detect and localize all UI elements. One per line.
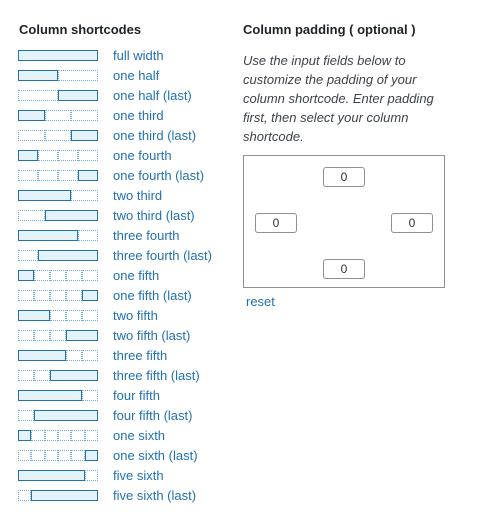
column-segment-empty (58, 450, 71, 461)
shortcode-item[interactable] (18, 385, 212, 405)
shortcode-link[interactable]: one third (113, 107, 164, 123)
column-layout-icon (18, 350, 98, 361)
column-segment-empty (85, 430, 98, 441)
column-layout-icon (18, 70, 98, 81)
shortcode-link[interactable]: full width (113, 47, 164, 63)
column-layout-icon (18, 390, 98, 401)
column-segment-empty (31, 430, 45, 441)
column-segment-filled (78, 170, 98, 181)
padding-bottom-input[interactable] (323, 259, 365, 279)
column-segment-filled (50, 370, 98, 381)
column-segment-empty (34, 330, 50, 341)
column-segment-empty (71, 110, 98, 121)
column-layout-icon (18, 270, 98, 281)
column-segment-filled (38, 250, 98, 261)
column-segment-filled (18, 390, 82, 401)
column-layout-icon (18, 230, 98, 241)
column-layout-icon (18, 370, 98, 381)
column-shortcodes-heading: Column shortcodes (19, 22, 142, 37)
shortcode-link[interactable]: two fifth (last) (113, 327, 191, 343)
column-layout-icon (18, 450, 98, 461)
column-segment-empty (66, 350, 82, 361)
column-shortcode-list (18, 45, 212, 505)
column-layout-icon (18, 50, 98, 61)
column-layout-icon (18, 470, 98, 481)
column-layout-icon (18, 290, 98, 301)
shortcode-item[interactable] (18, 365, 212, 385)
shortcode-link[interactable]: one fifth (last) (113, 287, 192, 303)
column-segment-empty (66, 290, 82, 301)
shortcode-item[interactable] (18, 185, 212, 205)
column-segment-filled (18, 70, 58, 81)
shortcode-link[interactable]: one half (last) (113, 87, 192, 103)
column-segment-empty (18, 290, 34, 301)
shortcode-link[interactable]: four fifth (113, 387, 160, 403)
shortcode-link[interactable]: four fifth (last) (113, 407, 193, 423)
shortcode-link[interactable]: two third (last) (113, 207, 195, 223)
column-segment-filled (82, 290, 98, 301)
column-segment-filled (18, 350, 66, 361)
column-segment-empty (71, 430, 85, 441)
shortcode-item[interactable] (18, 485, 212, 505)
column-segment-empty (58, 430, 71, 441)
column-segment-empty (71, 450, 85, 461)
shortcode-item[interactable] (18, 125, 212, 145)
column-layout-icon (18, 430, 98, 441)
column-layout-icon (18, 150, 98, 161)
column-segment-empty (34, 290, 50, 301)
column-layout-icon (18, 310, 98, 321)
column-segment-filled (45, 210, 98, 221)
reset-padding-link[interactable]: reset (246, 294, 275, 309)
column-segment-empty (45, 450, 58, 461)
column-segment-filled (18, 190, 71, 201)
padding-right-input[interactable] (391, 213, 433, 233)
column-segment-empty (66, 270, 82, 281)
column-segment-empty (18, 450, 31, 461)
shortcode-link[interactable]: one fourth (113, 147, 172, 163)
column-segment-empty (78, 150, 98, 161)
column-segment-filled (18, 430, 31, 441)
shortcode-link[interactable]: five sixth (last) (113, 487, 197, 503)
shortcode-item[interactable] (18, 265, 212, 285)
padding-box (243, 155, 445, 288)
column-segment-filled (18, 150, 38, 161)
shortcode-item[interactable] (18, 65, 212, 85)
column-layout-icon (18, 210, 98, 221)
column-layout-icon (18, 410, 98, 421)
column-segment-empty (34, 370, 50, 381)
shortcode-link[interactable]: one sixth (last) (113, 447, 198, 463)
column-layout-icon (18, 130, 98, 141)
column-layout-icon (18, 90, 98, 101)
column-segment-filled (18, 470, 85, 481)
column-segment-empty (31, 450, 45, 461)
column-segment-empty (45, 130, 71, 141)
column-segment-filled (34, 410, 98, 421)
column-segment-filled (18, 310, 50, 321)
column-segment-empty (45, 430, 58, 441)
column-segment-empty (85, 470, 98, 481)
shortcode-item[interactable] (18, 165, 212, 185)
shortcode-item[interactable] (18, 45, 212, 65)
column-segment-empty (82, 390, 98, 401)
column-segment-filled (18, 110, 45, 121)
column-segment-empty (58, 170, 78, 181)
column-segment-filled (85, 450, 98, 461)
column-segment-empty (50, 310, 66, 321)
shortcode-item[interactable] (18, 405, 212, 425)
column-segment-empty (45, 110, 71, 121)
shortcode-item[interactable] (18, 205, 212, 225)
column-segment-filled (18, 50, 98, 61)
column-segment-filled (31, 490, 98, 501)
column-segment-empty (71, 190, 98, 201)
column-segment-empty (18, 90, 58, 101)
shortcode-link[interactable]: three fourth (113, 227, 180, 243)
shortcode-item[interactable] (18, 345, 212, 365)
shortcode-item[interactable] (18, 145, 212, 165)
shortcode-item[interactable] (18, 105, 212, 125)
column-segment-empty (18, 210, 45, 221)
shortcode-link[interactable]: three fifth (last) (113, 367, 200, 383)
column-segment-filled (66, 330, 98, 341)
shortcode-item[interactable] (18, 305, 212, 325)
column-segment-empty (50, 270, 66, 281)
column-segment-empty (18, 410, 34, 421)
column-segment-empty (50, 330, 66, 341)
column-segment-empty (38, 170, 58, 181)
column-segment-filled (58, 90, 98, 101)
shortcode-item[interactable] (18, 225, 212, 245)
column-layout-icon (18, 250, 98, 261)
column-segment-empty (18, 170, 38, 181)
shortcode-item[interactable] (18, 445, 212, 465)
shortcode-link[interactable]: three fourth (last) (113, 247, 212, 263)
column-segment-empty (18, 370, 34, 381)
shortcode-link[interactable]: one fifth (113, 267, 160, 283)
shortcode-link[interactable]: three fifth (113, 347, 168, 363)
column-segment-empty (50, 290, 66, 301)
column-segment-empty (58, 70, 98, 81)
column-layout-icon (18, 490, 98, 501)
column-layout-icon (18, 170, 98, 181)
shortcode-link[interactable]: one half (113, 67, 160, 83)
shortcode-item[interactable] (18, 325, 212, 345)
column-segment-empty (18, 130, 45, 141)
column-layout-icon (18, 110, 98, 121)
column-segment-filled (18, 230, 78, 241)
shortcode-item[interactable] (18, 425, 212, 445)
column-segment-filled (71, 130, 98, 141)
column-segment-empty (18, 490, 31, 501)
column-segment-empty (82, 310, 98, 321)
shortcode-item[interactable] (18, 465, 212, 485)
shortcode-link[interactable]: five sixth (113, 467, 164, 483)
shortcode-link[interactable]: one fourth (last) (113, 167, 205, 183)
shortcode-link[interactable]: two third (113, 187, 163, 203)
column-segment-empty (58, 150, 78, 161)
padding-top-input[interactable] (323, 167, 365, 187)
column-segment-empty (18, 250, 38, 261)
column-layout-icon (18, 190, 98, 201)
shortcode-link[interactable]: two fifth (113, 307, 158, 323)
column-segment-empty (34, 270, 50, 281)
column-segment-empty (18, 330, 34, 341)
shortcode-link[interactable]: one third (last) (113, 127, 197, 143)
column-segment-empty (82, 350, 98, 361)
shortcode-item[interactable] (18, 285, 212, 305)
shortcode-link[interactable]: one sixth (113, 427, 166, 443)
column-segment-filled (18, 270, 34, 281)
column-segment-empty (82, 270, 98, 281)
column-segment-empty (66, 310, 82, 321)
column-segment-empty (78, 230, 98, 241)
column-padding-heading: Column padding ( optional ) (243, 22, 416, 37)
padding-help-text: Use the input fields below to customize the padding of your column shortcode. Enter padding first, then select your column shortcode. (243, 53, 434, 144)
column-layout-icon (18, 330, 98, 341)
shortcode-item[interactable] (18, 245, 212, 265)
shortcode-item[interactable] (18, 85, 212, 105)
column-segment-empty (38, 150, 58, 161)
padding-left-input[interactable] (255, 213, 297, 233)
